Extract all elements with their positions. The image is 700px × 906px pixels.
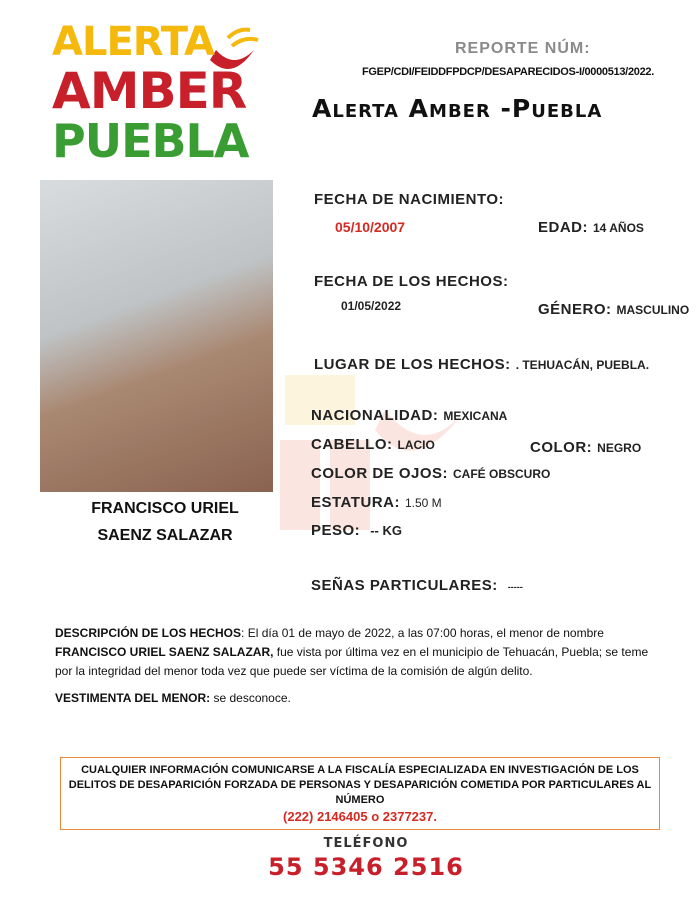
gender-row (538, 301, 689, 318)
event-date-value: 01/05/2022 (341, 299, 402, 313)
weight-value: -- KG (370, 523, 402, 538)
event-date-value-row (341, 299, 401, 313)
event-date-label: FECHA DE LOS HECHOS: (314, 273, 509, 290)
age-row (538, 219, 644, 236)
birth-value: 05/10/2007 (335, 219, 406, 235)
description-text1: : El día 01 de mayo de 2022, a las 07:00 horas, el menor de nombre (241, 626, 604, 640)
place-row (314, 356, 649, 373)
hair-color-row (530, 439, 641, 456)
person-name-line1: FRANCISCO URIEL (91, 500, 239, 517)
alerta-amber-logo (52, 18, 267, 168)
hair-row (311, 436, 435, 453)
gender-value: MASCULINO (616, 303, 690, 317)
nationality-row (311, 407, 507, 424)
logo-alerta: ALERTA (52, 19, 214, 65)
gender-label: GÉNERO: (538, 301, 612, 318)
logo-amber: AMBER (52, 62, 247, 120)
report-number: FGEP/CDI/FEIDDFPDCP/DESAPARECIDOS-I/0000513/2022. (362, 66, 654, 78)
telephone-number: 55 5346 2516 (268, 853, 464, 881)
hair-value: LACIO (397, 438, 435, 452)
contact-phones: (222) 2146405 o 2377237. (283, 809, 437, 824)
marks-row (311, 577, 523, 594)
eyes-row (311, 465, 550, 482)
report-label: REPORTE NÚM: (455, 40, 591, 57)
marks-value: ----- (507, 582, 523, 592)
person-name-line2: SAENZ SALAZAR (97, 527, 233, 544)
description-text2: fue vista por última vez en el municipio de Tehuacán, Puebla; se teme por la integridad del menor toda vez que puede ser víctima de la comisión de algún delito. (55, 645, 649, 678)
description-name: FRANCISCO URIEL SAENZ SALAZAR, (55, 645, 274, 659)
contact-box (60, 757, 660, 830)
age-label: EDAD: (538, 219, 588, 236)
eyes-label: COLOR DE OJOS: (311, 465, 449, 482)
nationality-label: NACIONALIDAD: (311, 407, 439, 424)
place-label: LUGAR DE LOS HECHOS: (314, 356, 511, 373)
height-value: 1.50 M (404, 496, 442, 510)
height-row (311, 494, 442, 511)
event-date-label-row (314, 273, 508, 290)
clothing-value: se desconoce. (210, 691, 291, 705)
missing-person-photo (40, 180, 273, 492)
nationality-value: MEXICANA (443, 409, 508, 423)
age-value: 14 AÑOS (593, 221, 644, 235)
hair-label: CABELLO: (311, 436, 393, 453)
clothing-label: VESTIMENTA DEL MENOR: (55, 691, 211, 705)
weight-label: PESO: (311, 522, 361, 539)
eyes-value: CAFÉ OBSCURO (453, 467, 551, 481)
place-value: . TEHUACÁN, PUEBLA. (515, 358, 650, 372)
hair-color-label: COLOR: (530, 439, 593, 456)
description-paragraph (55, 624, 667, 681)
description-label: DESCRIPCIÓN DE LOS HECHOS (55, 626, 242, 640)
birth-value-row (335, 219, 405, 235)
weight-row (311, 522, 402, 539)
height-label: ESTATURA: (311, 494, 400, 511)
logo-puebla: PUEBLA (52, 114, 249, 168)
birth-label-row (314, 191, 504, 208)
contact-text: CUALQUIER INFORMACIÓN COMUNICARSE A LA FISCALÍA ESPECIALIZADA EN INVESTIGACIÓN DE LOS DELITOS DE DESAPARICIÓN FORZADA DE PERSONAS Y DESAPARICIÓN COMETIDA POR PARTICULARES AL NÚMERO (68, 764, 652, 806)
telephone-label: TELÉFONO (323, 836, 409, 851)
page-title: Alerta Amber -Puebla (312, 94, 603, 123)
hair-color-value: NEGRO (597, 441, 642, 455)
birth-label: FECHA DE NACIMIENTO: (314, 191, 504, 208)
marks-label: SEÑAS PARTICULARES: (311, 577, 498, 594)
clothing-paragraph (55, 689, 667, 708)
